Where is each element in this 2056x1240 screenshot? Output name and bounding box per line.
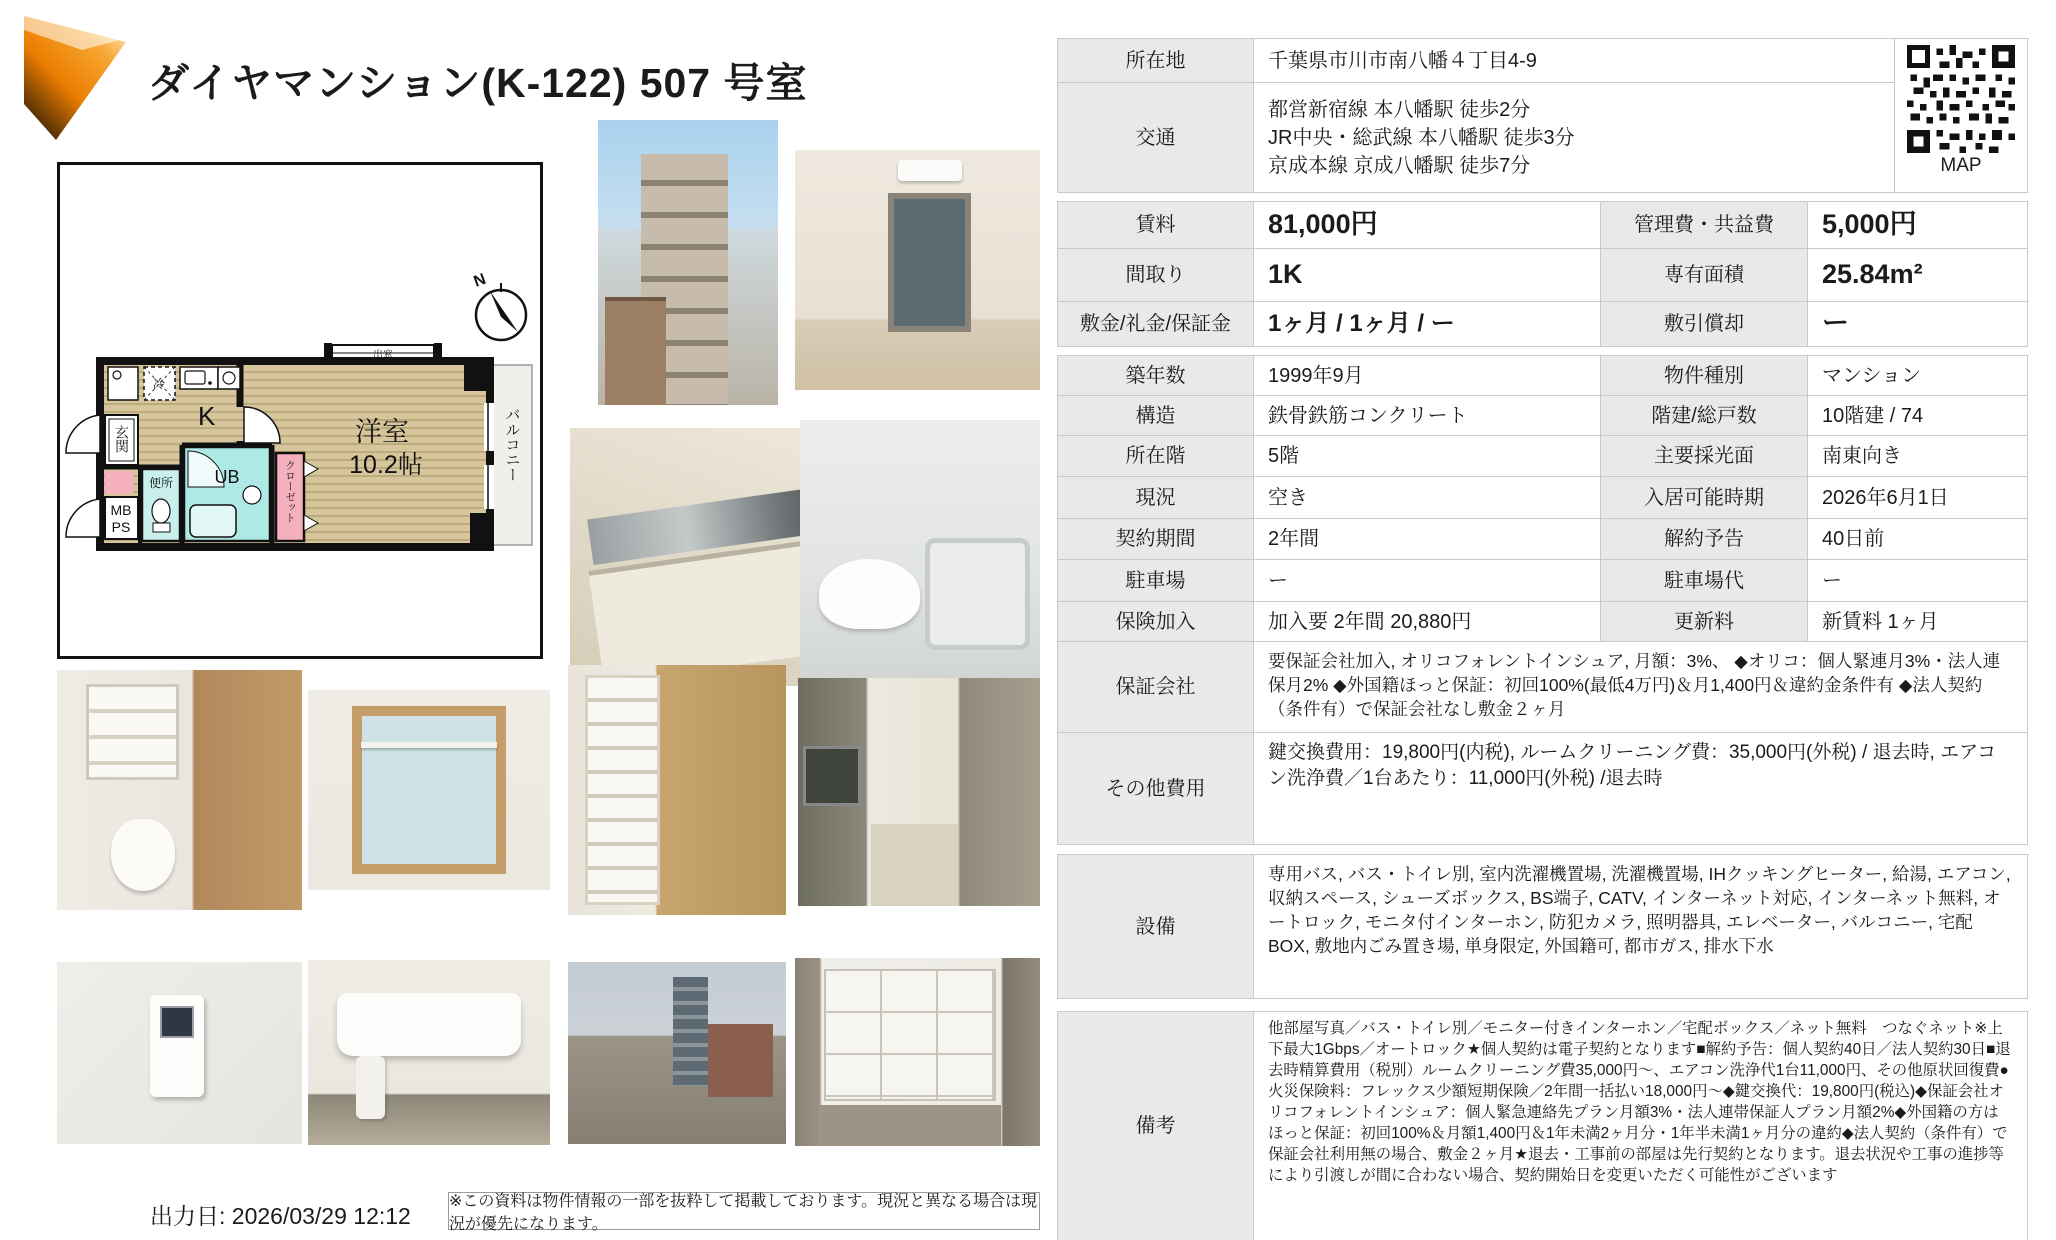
unit-bath xyxy=(184,447,270,541)
disclaimer-box xyxy=(448,1192,1040,1233)
access-line: JR中央・総武線 本八幡駅 徒歩3分 xyxy=(1268,126,1575,149)
row-insurance-label: 保険加入 xyxy=(1058,602,1254,642)
property-detail-table xyxy=(1057,38,2029,1240)
row-amortization-value: ー xyxy=(1808,302,2028,347)
toilet-room xyxy=(142,469,180,541)
row-access-label: 交通 xyxy=(1058,83,1254,193)
row-built-label: 築年数 xyxy=(1058,356,1254,396)
entry-door-arc xyxy=(66,499,100,537)
svg-text:PS: PS xyxy=(111,519,131,535)
row-renewal-fee-label: 更新料 xyxy=(1601,602,1808,642)
photo-city-view xyxy=(568,962,786,1144)
row-structure-value: 鉄骨鉄筋コンクリート xyxy=(1254,396,1601,436)
row-parking-fee-label: 駐車場代 xyxy=(1601,560,1808,602)
map-label: MAP xyxy=(1940,155,1982,176)
row-management-fee-value: 5,000円 xyxy=(1808,202,2028,249)
row-notes-label: 備考 xyxy=(1058,1012,1254,1240)
disclaimer-text: ※この資料は物件情報の一部を抜粋して掲載しております。現況と異なる場合は現況が優先になります。 xyxy=(449,1193,1038,1233)
brand-logo-icon xyxy=(24,16,138,140)
photo-building-exterior xyxy=(598,120,778,405)
row-notes-value: 他部屋写真／バス・トイレ別／モニター付きインターホン／宅配ボックス／ネット無料 つなぐネット※上下最大1Gbps／オートロック★個人契約は電子契約となります■解約予告：個人契約40日／法人契約30日■退去時精算費用（税別）ルームクリーニング費35,000円～、エアコン洗浄代1台11,000円、その他原状回復費●火災保険料：フレックス少額短期保険／2年間一括払い18,000円～◆鍵交換代：19,800円(税込)◆保証会社オリコフォレントインシュア：個人緊急連絡先プラン月額3%・法人連帯保証人プラン月額2%◆外国籍の方はほっと保証：初回100%＆月額1,400円＆1年未満2ヶ月分・1年半未満1ヶ月分の違約◆法人契約（条件有）で保証会社利用無の場合、敷金２ヶ月★退去・工事前の部屋は先行契約となります。退去状況や工事の進捗等により引渡しが間に合わない場合、契約開始日を変更いただく可能性がございます xyxy=(1254,1012,2028,1240)
svg-text:便所: 便所 xyxy=(148,476,174,490)
photo-toilet xyxy=(57,670,302,910)
row-structure-label: 構造 xyxy=(1058,396,1254,436)
entrance xyxy=(105,415,138,465)
photo-intercom-monitor xyxy=(57,962,302,1144)
row-area-value: 25.84m² xyxy=(1808,249,2028,302)
row-notice-value: 40日前 xyxy=(1808,519,2028,560)
row-notice-label: 解約予告 xyxy=(1601,519,1808,560)
row-amortization-label: 敷引償却 xyxy=(1601,302,1808,347)
photo-bathroom xyxy=(800,420,1040,688)
row-move-in-label: 入居可能時期 xyxy=(1601,477,1808,519)
photo-air-conditioner xyxy=(308,960,550,1145)
svg-text:冷: 冷 xyxy=(152,377,166,391)
map-qr-code xyxy=(1907,45,2015,153)
row-access-value xyxy=(1254,83,1895,193)
row-floor-value: 5階 xyxy=(1254,436,1601,477)
svg-text:出窓: 出窓 xyxy=(373,350,393,361)
row-layout-value: 1K xyxy=(1254,249,1601,302)
svg-text:クローゼット: クローゼット xyxy=(284,460,296,523)
row-facing-label: 主要採光面 xyxy=(1601,436,1808,477)
page-title: ダイヤマンション(K-122) 507 号室 xyxy=(148,60,808,106)
row-facing-value: 南東向き xyxy=(1808,436,2028,477)
row-rent-value: 81,000円 xyxy=(1254,202,1601,249)
photo-kitchen-hallway xyxy=(798,678,1040,906)
entry-door-arc xyxy=(66,415,100,453)
room-size-label: 10.2帖 xyxy=(349,451,423,479)
row-property-type-value: マンション xyxy=(1808,356,2028,396)
row-parking-fee-value: ー xyxy=(1808,560,2028,602)
room-label: 洋室 xyxy=(355,417,409,447)
access-line: 都営新宿線 本八幡駅 徒歩2分 xyxy=(1268,98,1531,121)
row-parking-label: 駐車場 xyxy=(1058,560,1254,602)
photo-closet xyxy=(308,690,550,890)
svg-text:バルコニー: バルコニー xyxy=(503,407,521,482)
kitchen-counter xyxy=(180,367,240,389)
row-deposit-value: 1ヶ月 / 1ヶ月 / ー xyxy=(1254,302,1601,347)
svg-text:玄関: 玄関 xyxy=(114,425,130,453)
row-layout-label: 間取り xyxy=(1058,249,1254,302)
row-built-value: 1999年9月 xyxy=(1254,356,1601,396)
output-date: 出力日: 2026/03/29 12:12 xyxy=(150,1203,411,1229)
row-location-value: 千葉県市川市南八幡４丁目4-9 xyxy=(1254,39,1895,83)
row-rent-label: 賃料 xyxy=(1058,202,1254,249)
row-floors-units-label: 階建/総戸数 xyxy=(1601,396,1808,436)
svg-text:MB: MB xyxy=(110,502,132,518)
balcony xyxy=(492,365,532,545)
photo-delivery-lockers xyxy=(795,958,1040,1146)
row-parking-value: ー xyxy=(1254,560,1601,602)
row-move-in-value: 2026年6月1日 xyxy=(1808,477,2028,519)
row-guarantor-value: 要保証会社加入, オリコフォレントインシュア, 月額：3%、 ◆オリコ：個人緊連月3%・法人連保月2% ◆外国籍ほっと保証：初回100%(最低4万円)＆月1,400円＆違約金条件有 ◆法人契約（条件有）で保証会社なし敷金２ヶ月 xyxy=(1254,642,2028,733)
row-status-value: 空き xyxy=(1254,477,1601,519)
access-line: 京成本線 京成八幡駅 徒歩7分 xyxy=(1268,154,1531,177)
mb-ps xyxy=(105,497,138,539)
row-floor-label: 所在階 xyxy=(1058,436,1254,477)
row-contract-term-label: 契約期間 xyxy=(1058,519,1254,560)
row-deposit-label: 敷金/礼金/保証金 xyxy=(1058,302,1254,347)
fridge-box xyxy=(144,367,175,400)
row-property-type-label: 物件種別 xyxy=(1601,356,1808,396)
row-other-costs-value: 鍵交換費用：19,800円(内税), ルームクリーニング費：35,000円(外税) / 退去時, エアコン洗浄費／1台あたり：11,000円(外税) /退去時 xyxy=(1254,733,2028,845)
row-equipment-label: 設備 xyxy=(1058,855,1254,999)
row-floors-units-value: 10階建 / 74 xyxy=(1808,396,2028,436)
washer-box xyxy=(108,367,138,400)
row-management-fee-label: 管理費・共益費 xyxy=(1601,202,1808,249)
row-status-label: 現況 xyxy=(1058,477,1254,519)
kitchen-label: K xyxy=(198,401,216,431)
floor-plan xyxy=(57,162,543,659)
meter-box xyxy=(105,471,133,494)
row-renewal-fee-value: 新賃料 1ヶ月 xyxy=(1808,602,2028,642)
row-insurance-value: 加入要 2年間 20,880円 xyxy=(1254,602,1601,642)
row-other-costs-label: その他費用 xyxy=(1058,733,1254,845)
row-equipment-value: 専用バス, バス・トイレ別, 室内洗濯機置場, 洗濯機置場, IHクッキングヒーター, 給湯, エアコン, 収納スペース, シューズボックス, BS端子, CATV, インターネット対応, インターネット無料, オートロック, モニタ付インターホン, 防犯カメラ, 照明器具, エレベーター, バルコニー, 宅配BOX, 敷地内ごみ置き場, 単身限定, 外国籍可, 都市ガス, 排水下水 xyxy=(1254,855,2028,999)
compass-icon xyxy=(472,271,526,340)
row-area-label: 専有面積 xyxy=(1601,249,1808,302)
map-qr-cell xyxy=(1895,39,2028,193)
row-guarantor-label: 保証会社 xyxy=(1058,642,1254,733)
svg-text:N: N xyxy=(471,270,489,291)
row-contract-term-value: 2年間 xyxy=(1254,519,1601,560)
row-location-label: 所在地 xyxy=(1058,39,1254,83)
svg-text:UB: UB xyxy=(214,467,240,487)
photo-shoe-box xyxy=(568,665,786,915)
photo-living-room xyxy=(795,150,1040,390)
